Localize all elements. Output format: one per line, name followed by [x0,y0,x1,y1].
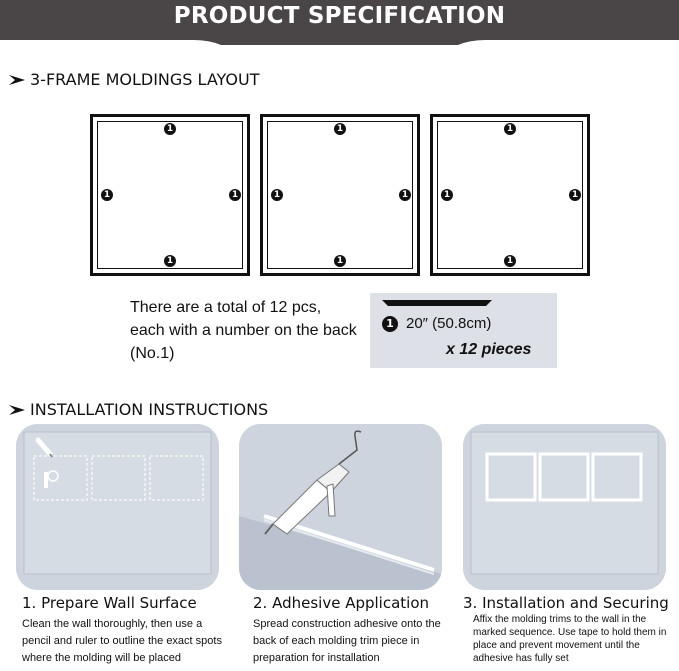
step-1-illustration [16,424,219,590]
number-marker: 1 [229,189,241,201]
installed-frames-illustration [463,424,666,590]
number-marker: 1 [334,255,346,267]
number-marker: 1 [101,189,113,201]
molding-frame [260,114,420,276]
wall-outline-illustration [16,424,219,590]
number-marker: 1 [164,255,176,267]
molding-frame [430,114,590,276]
number-marker: 1 [569,189,581,201]
number-marker: 1 [441,189,453,201]
step-2-title: 2. Adhesive Application [253,594,430,612]
step-3-title: 3. Installation and Securing [463,594,669,612]
step-3-description: Affix the molding trims to the wall in the marked sequence. Use tape to hold them in place and prevent movement until the adhesive has fully set [473,614,667,664]
step-1-description: Clean the wall thoroughly, then use a pencil and ruler to outline the exact spots where the molding will be placed [22,618,222,664]
piece-length-row [382,315,491,332]
piece-length: 20″ (50.8cm) [406,315,492,332]
chevron-right-icon [8,403,28,417]
molding-frame [90,114,250,276]
number-marker: 1 [504,255,516,267]
header-banner [0,0,679,48]
number-marker: 1 [334,123,346,135]
piece-spec-box [370,293,557,368]
step-2-description: Spread construction adhesive onto the back of each molding trim piece in preparation for installation [253,618,441,664]
number-marker: 1 [382,316,398,332]
frame-layout-diagram [90,114,590,276]
chevron-right-icon [8,73,28,87]
number-marker: 1 [504,123,516,135]
section-heading-install [8,400,268,419]
adhesive-gun-illustration [239,424,442,590]
section-heading-text: INSTALLATION INSTRUCTIONS [30,400,269,419]
step-2-illustration [239,424,442,590]
section-heading-text: 3-FRAME MOLDINGS LAYOUT [30,70,260,89]
number-marker: 1 [164,123,176,135]
number-marker: 1 [399,189,411,201]
step-1-title: 1. Prepare Wall Surface [22,594,197,612]
page-title: PRODUCT SPECIFICATION [173,3,506,29]
total-pieces-text: There are a total of 12 pcs, each with a number on the back (No.1) [130,299,357,362]
molding-piece-icon [382,300,492,306]
number-marker: 1 [271,189,283,201]
piece-count: x 12 pieces [446,341,532,358]
step-3-illustration [463,424,666,590]
section-heading-layout [8,70,260,89]
